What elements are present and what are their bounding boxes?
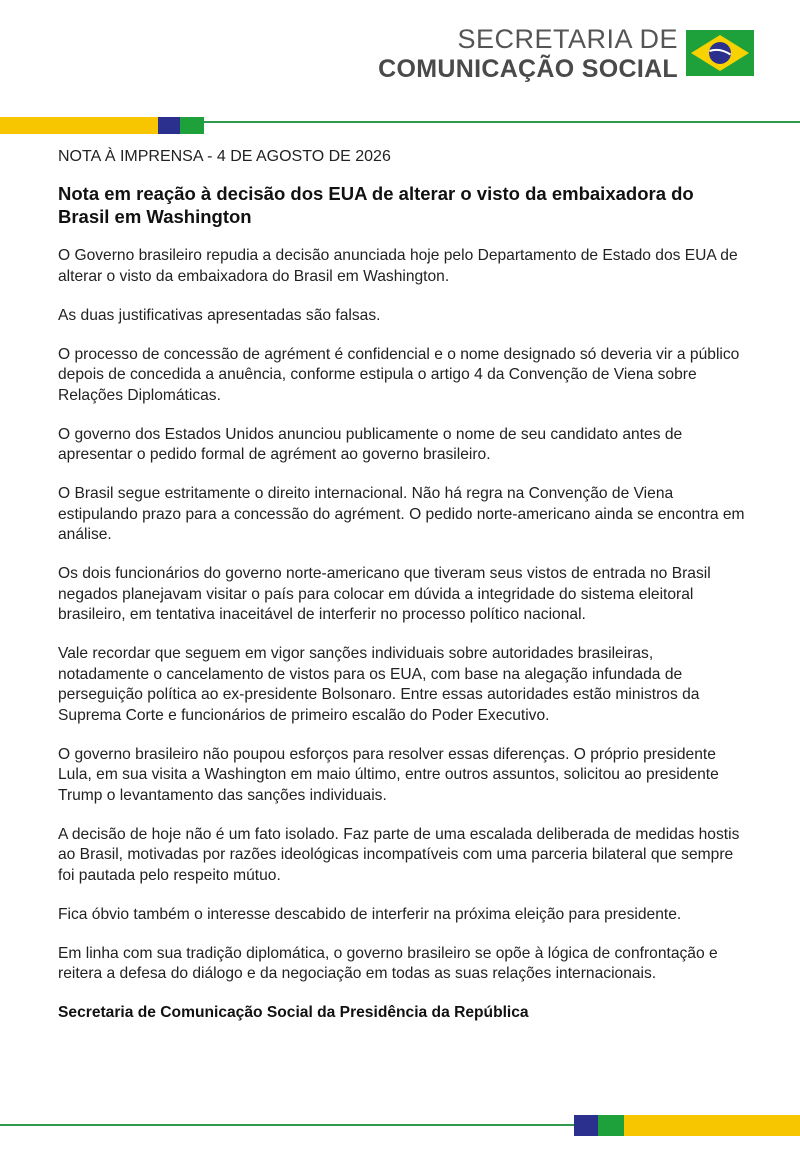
- note-signature: Secretaria de Comunicação Social da Presidência da República: [58, 1004, 529, 1021]
- bottom-color-stripe: [0, 1112, 800, 1136]
- note-paragraph: O governo brasileiro não poupou esforços para resolver essas diferenças. O próprio presidente Lula, em sua visita a Washington em maio último, entre outros assuntos, solicitou ao presidente Trump o levantamento das sanções individuais.: [58, 745, 719, 804]
- note-paragraph: O governo dos Estados Unidos anunciou publicamente o nome de seu candidato antes de apresentar o pedido formal de agrément ao governo brasileiro.: [58, 425, 683, 463]
- press-note: [58, 148, 748, 1024]
- note-paragraph: Os dois funcionários do governo norte-americano que tiveram seus vistos de entrada no Brasil negados planejavam visitar o país para colocar em dúvida a integridade do sistema eleitoral brasileiro, em tentativa inaceitável de interferir no processo político nacional.: [58, 565, 711, 623]
- logo-line-1: SECRETARIA DE: [457, 24, 678, 54]
- brazil-flag-icon: [686, 30, 754, 76]
- letterhead: [0, 0, 800, 120]
- stripe-blue: [158, 117, 180, 134]
- note-paragraph: Fica óbvio também o interesse descabido de interferir na próxima eleição para presidente.: [58, 905, 682, 923]
- stripe-blue: [574, 1115, 598, 1136]
- note-paragraph: O Governo brasileiro repudia a decisão anunciada hoje pelo Departamento de Estado dos EUA de alterar o visto da embaixadora do Brasil em Washington.: [58, 247, 738, 285]
- stripe-green: [598, 1115, 624, 1136]
- top-color-stripe: [0, 114, 800, 134]
- note-dateline: NOTA À IMPRENSA - 4 DE AGOSTO DE 2026: [58, 148, 391, 165]
- stripe-yellow: [624, 1115, 800, 1136]
- note-title: Nota em reação à decisão dos EUA de alterar o visto da embaixadora do Brasil em Washington: [58, 183, 694, 227]
- note-paragraph: A decisão de hoje não é um fato isolado. Faz parte de uma escalada deliberada de medidas hostis ao Brasil, motivadas por razões ideológicas incompatíveis com uma parceria bilateral que sempre foi pautada pelo respeito mútuo.: [58, 825, 740, 884]
- note-paragraph: As duas justificativas apresentadas são falsas.: [58, 306, 381, 324]
- note-paragraph: O Brasil segue estritamente o direito internacional. Não há regra na Convenção de Viena estipulando prazo para a concessão do agrément. O pedido norte-americano ainda se encontra em análise.: [58, 485, 745, 543]
- stripe-line: [0, 1124, 574, 1126]
- note-paragraph: O processo de concessão de agrément é confidencial e o nome designado só deveria vir a público depois de concedida a anuência, conforme estipula o artigo 4 da Convenção de Viena sobre Relações Diplomáticas.: [58, 345, 740, 404]
- stripe-line: [204, 121, 800, 123]
- note-paragraph: Vale recordar que seguem em vigor sanções individuais sobre autoridades brasileiras, notadamente o cancelamento de vistos para os EUA, com base na alegação infundada de perseguição política ao ex-presidente Bolsonaro. Entre essas autoridades estão ministros da Suprema Corte e funcionários de primeiro escalão do Poder Executivo.: [58, 645, 700, 724]
- stripe-green: [180, 117, 204, 134]
- stripe-yellow: [0, 117, 158, 134]
- note-paragraph: Em linha com sua tradição diplomática, o governo brasileiro se opõe à lógica de confrontação e reitera a defesa do diálogo e da negociação em todas as suas relações internacionais.: [58, 944, 718, 982]
- agency-logo: [378, 26, 678, 82]
- logo-line-2: COMUNICAÇÃO SOCIAL: [378, 55, 678, 83]
